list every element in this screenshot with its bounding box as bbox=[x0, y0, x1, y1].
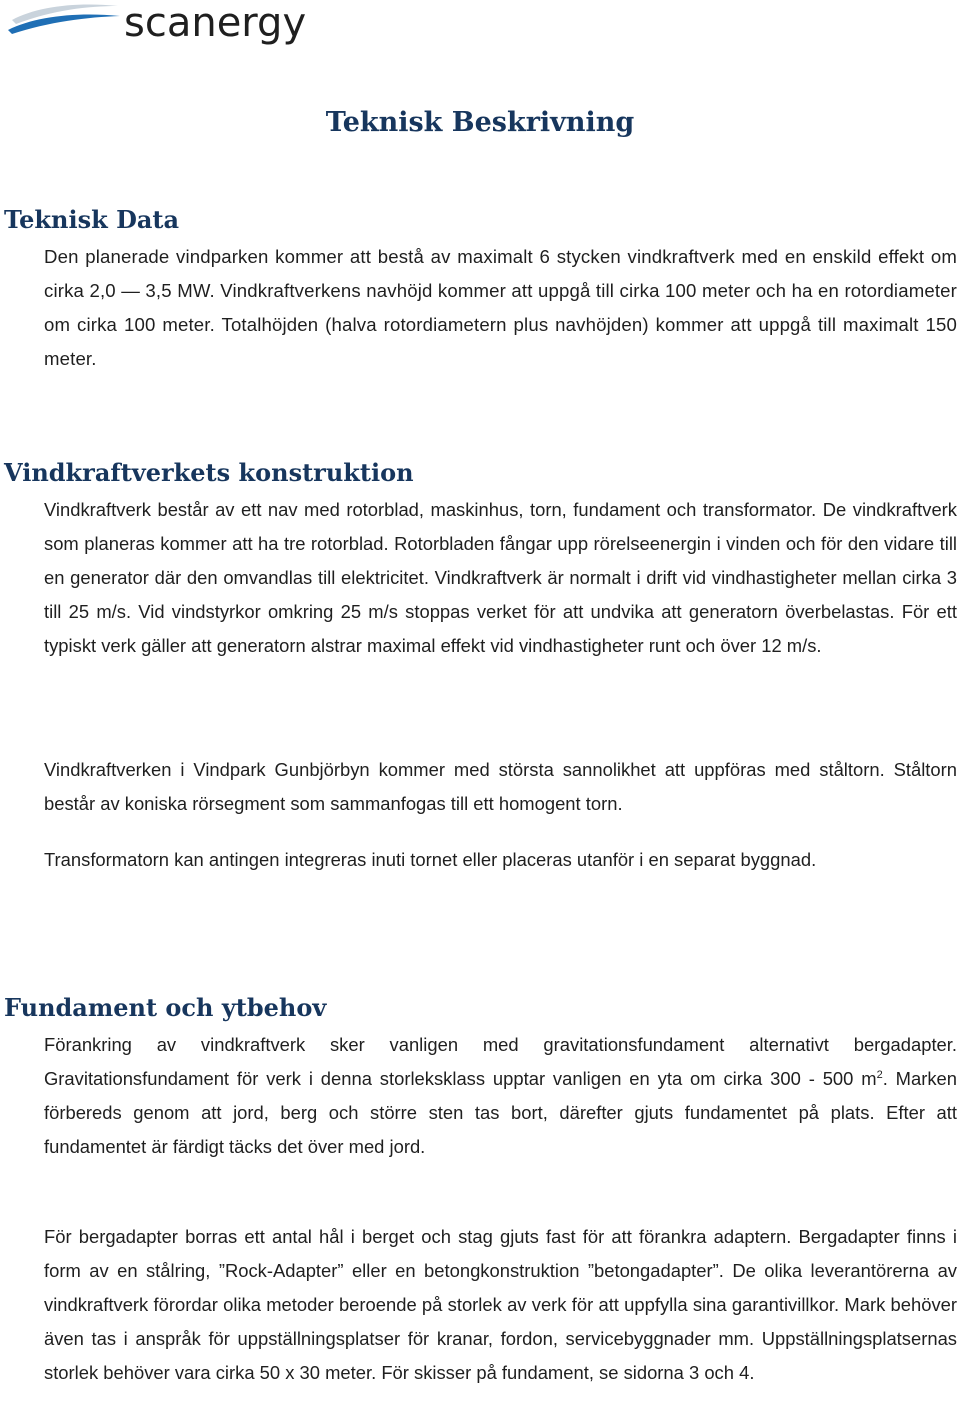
paragraph-fundament-1-text-cont: . Marken förbereds genom att jord, berg och större sten tas bort, därefter gjuts fundamentet på plats. Efter att fundamentet är färdigt täcks det över med jord. bbox=[44, 1068, 957, 1157]
paragraph-fundament-1-text: Förankring av vindkraftverk sker vanligen med gravitationsfundament alternativt bergadapter. Gravitationsfundament för verk i denna storleksklass upptar vanligen en yta om cirka 300 - 500 m bbox=[44, 1034, 957, 1089]
paragraph-konstruktion-2: Vindkraftverken i Vindpark Gunbjörbyn kommer med största sannolikhet att uppföras med ståltorn. Ståltorn består av koniska rörsegment som sammanfogas till ett homogent torn. bbox=[44, 759, 957, 814]
logo-wordmark: scanergy bbox=[124, 0, 307, 46]
section-heading-teknisk-data: Teknisk Data bbox=[4, 205, 180, 234]
paragraph-konstruktion-1: Vindkraftverk består av ett nav med rotorblad, maskinhus, torn, fundament och transformator. De vindkraftverk som planeras kommer att ha tre rotorblad. Rotorbladen fångar upp rörelseenergin i vinden och för den vidare till en generator där den omvandlas till elektricitet. Vindkraftverk är normalt i drift vid vindhastigheter mellan cirka 3 till 25 m/s. Vid vindstyrkor omkring 25 m/s stoppas verket för att undvika att generatorn överbelastas. För ett typiskt verk gäller att generatorn alstrar maximal effekt vid vindhastigheter runt och över 12 m/s. bbox=[44, 499, 957, 656]
paragraph-fundament-1 bbox=[44, 1028, 957, 1164]
paragraph-fundament-2: För bergadapter borras ett antal hål i berget och stag gjuts fast för att förankra adaptern. Bergadapter finns i form av en stålring, ”Rock-Adapter” eller en betongkonstruktion ”betongadapter”. De olika leverantörerna av vindkraftverk förordar olika metoder beroende på storlek av verk för att uppfylla sina garantivillkor. Mark behöver även tas i anspråk för uppställningsplatser för kranar, fordon, servicebyggnader mm. Uppställningsplatsernas storlek behöver vara cirka 50 x 30 meter. För skisser på fundament, se sidorna 3 och 4. bbox=[44, 1226, 957, 1383]
section-heading-konstruktion: Vindkraftverkets konstruktion bbox=[4, 458, 414, 487]
scanergy-logo-graphic bbox=[8, 0, 348, 48]
paragraph-teknisk-data: Den planerade vindparken kommer att bestå av maximalt 6 stycken vindkraftverk med en enskild effekt om cirka 2,0 — 3,5 MW. Vindkraftverkens navhöjd kommer att uppgå till cirka 100 meter och ha en rotordiameter om cirka 100 meter. Totalhöjden (halva rotordiametern plus navhöjden) kommer att uppgå till maximalt 150 meter. bbox=[44, 246, 957, 369]
superscript-squared: 2 bbox=[876, 1068, 883, 1081]
scanergy-logo bbox=[8, 0, 348, 48]
paragraph-konstruktion-3: Transformatorn kan antingen integreras inuti tornet eller placeras utanför i en separat byggnad. bbox=[44, 849, 817, 870]
section-heading-fundament: Fundament och ytbehov bbox=[4, 993, 327, 1022]
document-title: Teknisk Beskrivning bbox=[325, 107, 635, 138]
